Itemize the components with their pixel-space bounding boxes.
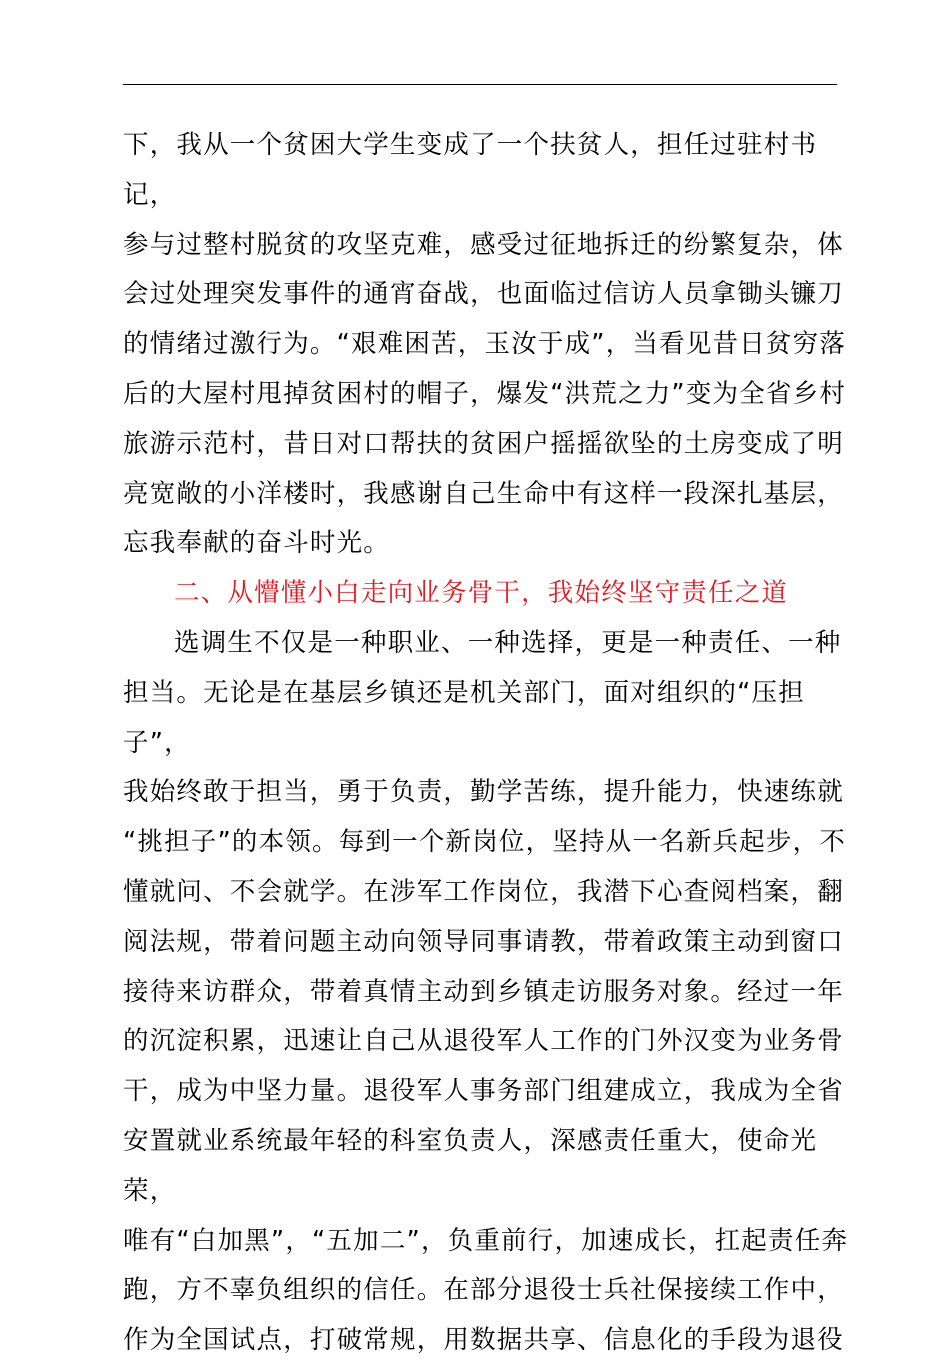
paragraph-1: 下，我从一个贫困大学生变成了一个扶贫人，担任过驻村书记， 参与过整村脱贫的攻坚克难，感受过征地拆迁的纷繁复杂，体 会过处理突发事件的通宵奋战，也面临过信访人员拿锄头镰刀 的情绪过激行为。“艰难困苦，玉汝于成”，当看见昔日贫穷落 后的大屋村甩掉贫困村的帽子，爆发“洪荒之力”变为全省乡村 旅游示范村，昔日对口帮扶的贫困户摇摇欲坠的土房变成了明 亮宽敞的小洋楼时，我感谢自己生命中有这样一段深扎基层， 忘我奉献的奋斗时光。	[123, 130, 847, 559]
section-heading: 二、从懵懂小白走向业务骨干，我始终坚守责任之道	[174, 578, 789, 609]
paragraph-2: 选调生不仅是一种职业、一种选择，更是一种责任、一种 担当。无论是在基层乡镇还是机关部门，面对组织的“压担子”， 我始终敢于担当，勇于负责，勤学苦练，提升能力，快速练就 “挑担子”的本领。每到一个新岗位，坚持从一名新兵起步，不 懂就问、不会就学。在涉军工作岗位，我潜下心查阅档案，翻 阅法规，带着问题主动向领导同事请教，带着政策主动到窗口 接待来访群众，带着真情主动到乡镇走访服务对象。经过一年 的沉淀积累，迅速让自己从退役军人工作的门外汉变为业务骨 干，成为中坚力量。退役军人事务部门组建成立，我成为全省 安置就业系统最年轻的科室负责人，深感责任重大，使命光荣， 唯有“白加黑”，“五加二”，负重前行，加速成长，扛起责任奔 跑，方不辜负组织的信任。在部分退役士兵社保接续工作中， 作为全国试点，打破常规，用数据共享、信息化的手段为退役	[123, 627, 849, 1356]
header-rule	[123, 84, 837, 85]
document-body	[123, 121, 863, 1366]
